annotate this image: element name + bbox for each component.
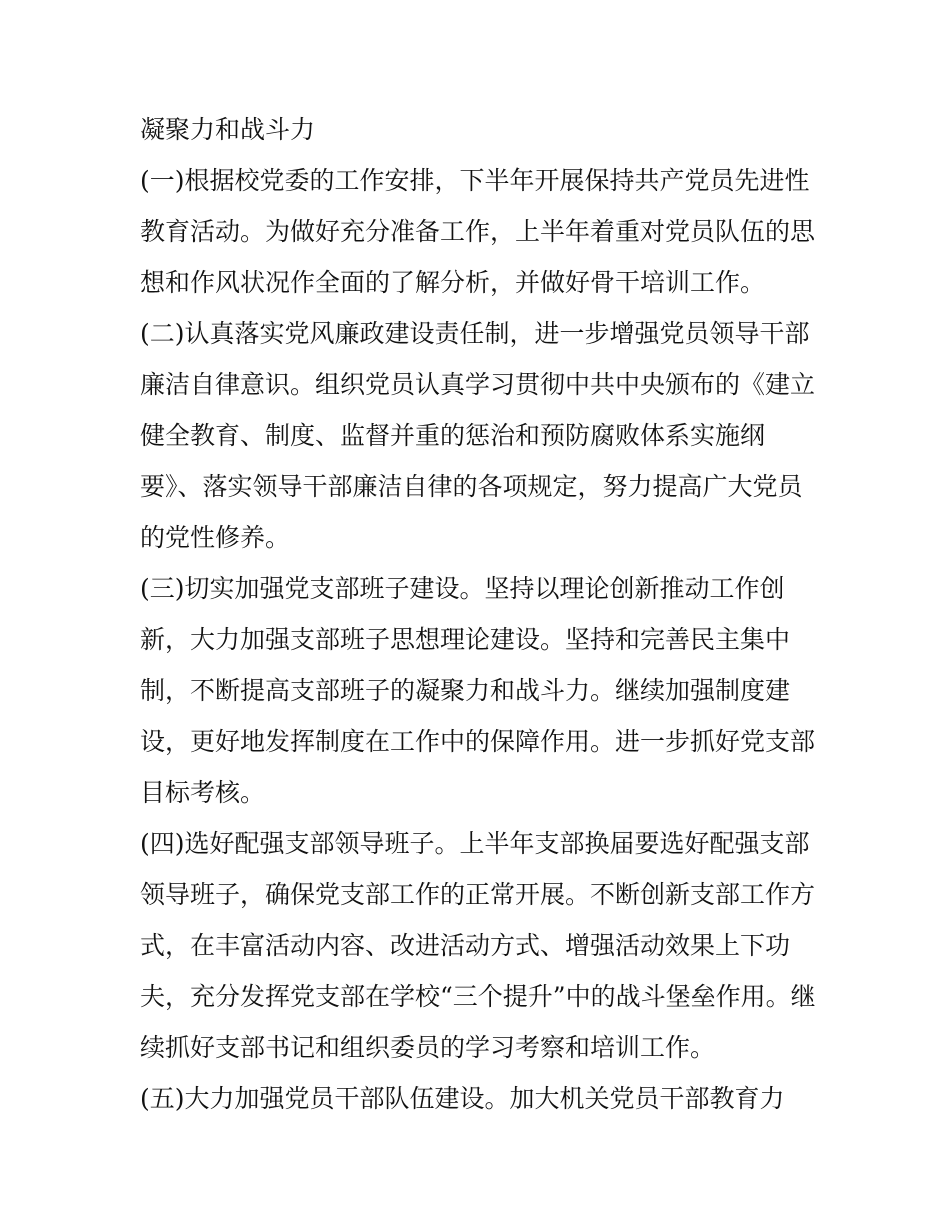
text-line: 领导班子，确保党支部工作的正常开展。不断创新支部工作方 (140, 880, 816, 909)
text-line: (三)切实加强党支部班子建设。坚持以理论创新推动工作创 (140, 574, 785, 603)
document-body (140, 104, 816, 1124)
text-line: 的党性修养。 (140, 523, 291, 552)
text-line: (五)大力加强党员干部队伍建设。加大机关党员干部教育力 (140, 1084, 785, 1113)
text-line: (一)根据校党委的工作安排，下半年开展保持共产党员先进性 (140, 166, 810, 195)
text-line: 夫，充分发挥党支部在学校“三个提升”中的战斗堡垒作用。继 (140, 982, 816, 1011)
text-line: 新，大力加强支部班子思想理论建设。坚持和完善民主集中 (140, 625, 791, 654)
text-line: 式，在丰富活动内容、改进活动方式、增强活动效果上下功 (140, 931, 791, 960)
text-line: 设，更好地发挥制度在工作中的保障作用。进一步抓好党支部 (140, 727, 816, 756)
text-line: 廉洁自律意识。组织党员认真学习贯彻中共中央颁布的《建立 (140, 370, 816, 399)
text-line: 目标考核。 (140, 778, 266, 807)
text-line: 凝聚力和战斗力 (140, 115, 316, 144)
text-line: (四)选好配强支部领导班子。上半年支部换届要选好配强支部 (140, 829, 810, 858)
text-line: 要》、落实领导干部廉洁自律的各项规定，努力提高广大党员 (140, 472, 803, 501)
text-line: 制，不断提高支部班子的凝聚力和战斗力。继续加强制度建 (140, 676, 791, 705)
text-line: 健全教育、制度、监督并重的惩治和预防腐败体系实施纲 (140, 421, 766, 450)
text-line: (二)认真落实党风廉政建设责任制，进一步增强党员领导干部 (140, 319, 810, 348)
text-line: 想和作风状况作全面的了解分析，并做好骨干培训工作。 (140, 268, 766, 297)
text-line: 续抓好支部书记和组织委员的学习考察和培训工作。 (140, 1033, 716, 1062)
text-line: 教育活动。为做好充分准备工作，上半年着重对党员队伍的思 (140, 217, 816, 246)
